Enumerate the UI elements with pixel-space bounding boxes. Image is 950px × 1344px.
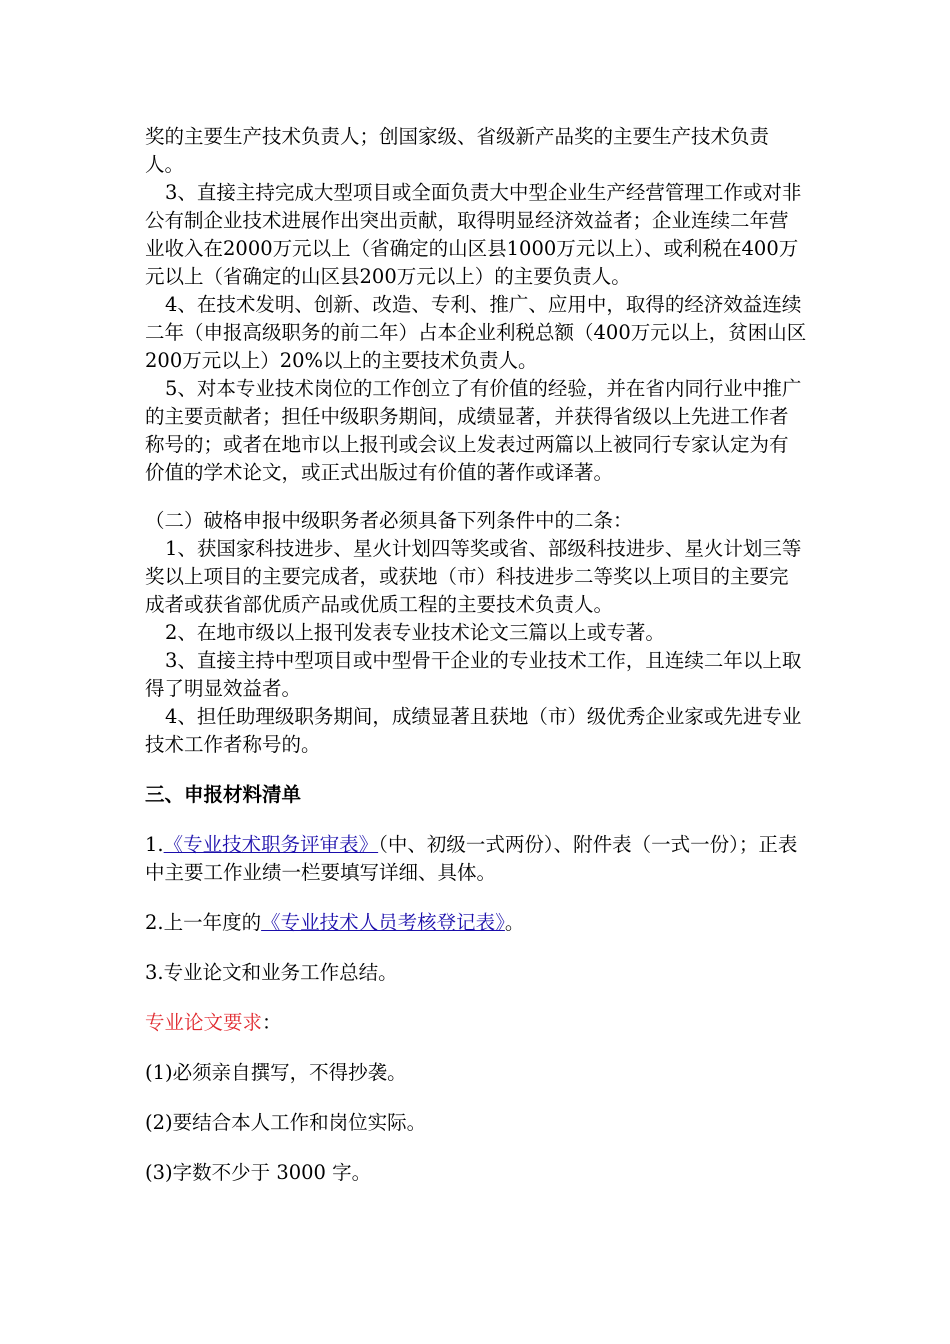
paper-requirements-title [145,1009,807,1037]
spacer [145,809,807,831]
materials-item-2-text: 。 [504,911,525,934]
materials-item-3: 3.专业论文和业务工作总结。 [145,961,398,984]
paragraph-item-4: 4、在技术发明、创新、改造、专利、推广、应用中，取得的经济效益连续二年（申报高级职务的前二年）占本企业利税总额（400万元以上，贫困山区200万元以上）20%以上的主要技术负责人。 [145,293,807,372]
spacer [145,759,807,781]
assessment-form-link[interactable]: 《专业技术人员考核登记表》 [261,911,505,934]
materials-item-1 [145,831,807,887]
spacer [145,1137,807,1159]
review-form-link[interactable]: 《专业技术职务评审表》 [163,833,379,856]
condition-item-2: 2、在地市级以上报刊发表专业技术论文三篇以上或专著。 [165,621,665,644]
spacer [145,887,807,909]
spacer [145,1087,807,1109]
condition-item-1: 1、获国家科技进步、星火计划四等奖或省、部级科技进步、星火计划三等奖以上项目的主要完成者，或获地（市）科技进步二等奖以上项目的主要完成者或获省部优质产品或优质工程的主要技术负责人。 [145,537,802,616]
section-3-heading: 三、申报材料清单 [145,783,302,806]
paragraph-continuation: 奖的主要生产技术负责人；创国家级、省级新产品奖的主要生产技术负责人。 [145,125,770,176]
spacer [145,987,807,1009]
paper-requirements-label: 专业论文要求 [145,1011,263,1034]
requirement-3: (3)字数不少于 3000 字。 [145,1161,372,1184]
materials-item-1-prefix: 1. [145,833,164,856]
paragraph-item-5: 5、对本专业技术岗位的工作创立了有价值的经验，并在省内同行业中推广的主要贡献者；担任中级职务期间，成绩显著，并获得省级以上先进工作者称号的；或者在地市以上报刊或会议上发表过两篇以上被同行专家认定为有价值的学术论文，或正式出版过有价值的著作或译著。 [145,377,802,484]
condition-item-4: 4、担任助理级职务期间，成绩显著且获地（市）级优秀企业家或先进专业技术工作者称号的。 [145,705,802,756]
materials-item-2-prefix: 2.上一年度的 [145,911,262,934]
requirement-1: (1)必须亲自撰写，不得抄袭。 [145,1061,407,1084]
spacer [145,1037,807,1059]
materials-item-2 [145,909,807,937]
requirement-2: (2)要结合本人工作和岗位实际。 [145,1111,427,1134]
spacer [145,937,807,959]
paper-requirements-colon: ： [262,1011,282,1034]
condition-item-3: 3、直接主持中型项目或中型骨干企业的专业技术工作，且连续二年以上取得了明显效益者。 [145,649,802,700]
spacer [145,487,807,507]
materials-item-1-text: （中、初级一式两份）、附件表（一式一份）；正表中主要工作业绩一栏要填写详细、具体。 [145,833,798,884]
section-2-title: （二）破格申报中级职务者必须具备下列条件中的二条： [145,509,633,532]
paragraph-item-3: 3、直接主持完成大型项目或全面负责大中型企业生产经营管理工作或对非公有制企业技术进展作出突出贡献，取得明显经济效益者；企业连续二年营业收入在2000万元以上（省确定的山区县1000万元以上）、或利税在400万元以上（省确定的山区县200万元以上）的主要负责人。 [145,181,802,288]
document-page [145,123,807,1187]
